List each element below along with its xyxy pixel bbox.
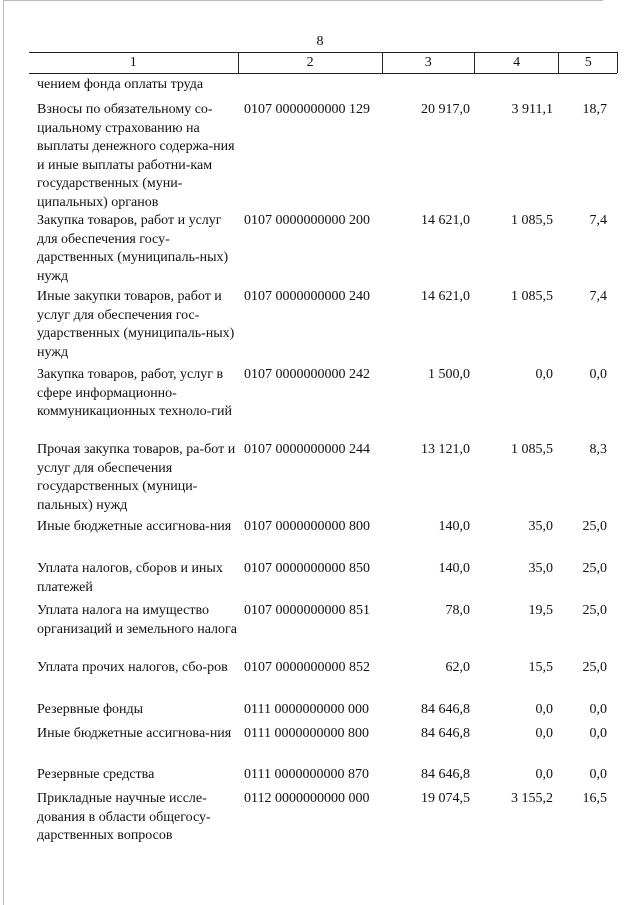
- row-name: Уплата налога на имущество организаций и земельного налога: [37, 603, 237, 637]
- row-value-5: 16,5: [582, 791, 607, 806]
- column-header-4: 4: [474, 53, 558, 73]
- row-value-4: 0,0: [535, 726, 553, 741]
- column-header-5: 5: [558, 53, 617, 73]
- row-value-3: 84 646,8: [421, 767, 470, 782]
- row-code: 0107 0000000000 200: [244, 213, 370, 228]
- row-code: 0107 0000000000 240: [244, 289, 370, 304]
- row-value-4: 15,5: [528, 660, 553, 675]
- scan-left-edge: [3, 0, 4, 905]
- row-value-5: 25,0: [582, 660, 607, 675]
- row-value-5: 18,7: [582, 102, 607, 117]
- row-code: 0107 0000000000 851: [244, 603, 370, 618]
- row-name: Резервные средства: [37, 767, 155, 782]
- row-name: Иные закупки товаров, работ и услуг для обеспечения гос-ударственных (муниципаль-ных) нужд: [37, 289, 235, 360]
- row-code: 0107 0000000000 850: [244, 561, 370, 576]
- table-header: [29, 52, 617, 74]
- row-value-3: 14 621,0: [421, 213, 470, 228]
- row-value-4: 1 085,5: [511, 213, 553, 228]
- row-name: чением фонда оплаты труда: [37, 77, 204, 92]
- row-value-4: 0,0: [535, 702, 553, 717]
- column-header-3: 3: [382, 53, 474, 73]
- row-name: Иные бюджетные ассигнова-ния: [37, 726, 232, 741]
- row-code: 0107 0000000000 129: [244, 102, 370, 117]
- column-header-2: 2: [238, 53, 382, 73]
- row-value-3: 13 121,0: [421, 442, 470, 457]
- row-value-5: 7,4: [589, 289, 607, 304]
- row-name: Уплата прочих налогов, сбо-ров: [37, 660, 228, 675]
- row-name: Закупка товаров, работ, услуг в сфере информационно-коммуникационных техноло-гий: [37, 367, 233, 420]
- row-code: 0111 0000000000 870: [244, 767, 369, 782]
- row-value-4: 1 085,5: [511, 289, 553, 304]
- scan-top-edge: [3, 0, 603, 1]
- row-name: Прочая закупка товаров, ра-бот и услуг для обеспечения государственных (муници-пальных) нужд: [37, 442, 236, 513]
- row-value-4: 0,0: [535, 367, 553, 382]
- row-code: 0111 0000000000 800: [244, 726, 369, 741]
- row-value-3: 19 074,5: [421, 791, 470, 806]
- row-value-4: 19,5: [528, 603, 553, 618]
- row-value-3: 84 646,8: [421, 726, 470, 741]
- row-value-5: 0,0: [589, 767, 607, 782]
- row-value-5: 25,0: [582, 519, 607, 534]
- row-value-3: 84 646,8: [421, 702, 470, 717]
- row-name: Закупка товаров, работ и услуг для обеспечения госу-дарственных (муниципаль-ных) нужд: [37, 213, 229, 284]
- row-value-4: 35,0: [528, 519, 553, 534]
- row-name: Взносы по обязательному со-циальному страхованию на выплаты денежного содержа-ния и иные выплаты работни-кам государственных (муни-ципальных) органов: [37, 102, 235, 210]
- row-value-3: 14 621,0: [421, 289, 470, 304]
- row-value-5: 8,3: [589, 442, 607, 457]
- row-value-4: 3 911,1: [511, 102, 553, 117]
- row-value-3: 1 500,0: [428, 367, 470, 382]
- row-name: Уплата налогов, сборов и иных платежей: [37, 561, 223, 595]
- row-code: 0107 0000000000 852: [244, 660, 370, 675]
- row-value-3: 62,0: [445, 660, 470, 675]
- row-name: Иные бюджетные ассигнова-ния: [37, 519, 232, 534]
- row-value-3: 78,0: [445, 603, 470, 618]
- row-value-3: 140,0: [438, 561, 470, 576]
- row-code: 0107 0000000000 242: [244, 367, 370, 382]
- row-value-4: 35,0: [528, 561, 553, 576]
- row-value-5: 7,4: [589, 213, 607, 228]
- row-value-4: 3 155,2: [511, 791, 553, 806]
- row-value-5: 0,0: [589, 702, 607, 717]
- page-number: 8: [316, 34, 324, 49]
- row-code: 0107 0000000000 800: [244, 519, 370, 534]
- row-value-5: 25,0: [582, 603, 607, 618]
- row-name: Прикладные научные иссле-дования в области общегосу-дарственных вопросов: [37, 791, 211, 844]
- header-right-border: [617, 52, 618, 73]
- column-header-1: 1: [129, 55, 137, 70]
- row-value-4: 0,0: [535, 767, 553, 782]
- row-value-3: 20 917,0: [421, 102, 470, 117]
- row-value-3: 140,0: [438, 519, 470, 534]
- row-code: 0112 0000000000 000: [244, 791, 370, 806]
- row-code: 0107 0000000000 244: [244, 442, 370, 457]
- row-value-4: 1 085,5: [511, 442, 553, 457]
- row-name: Резервные фонды: [37, 702, 144, 717]
- row-value-5: 25,0: [582, 561, 607, 576]
- row-value-5: 0,0: [589, 367, 607, 382]
- row-code: 0111 0000000000 000: [244, 702, 369, 717]
- row-value-5: 0,0: [589, 726, 607, 741]
